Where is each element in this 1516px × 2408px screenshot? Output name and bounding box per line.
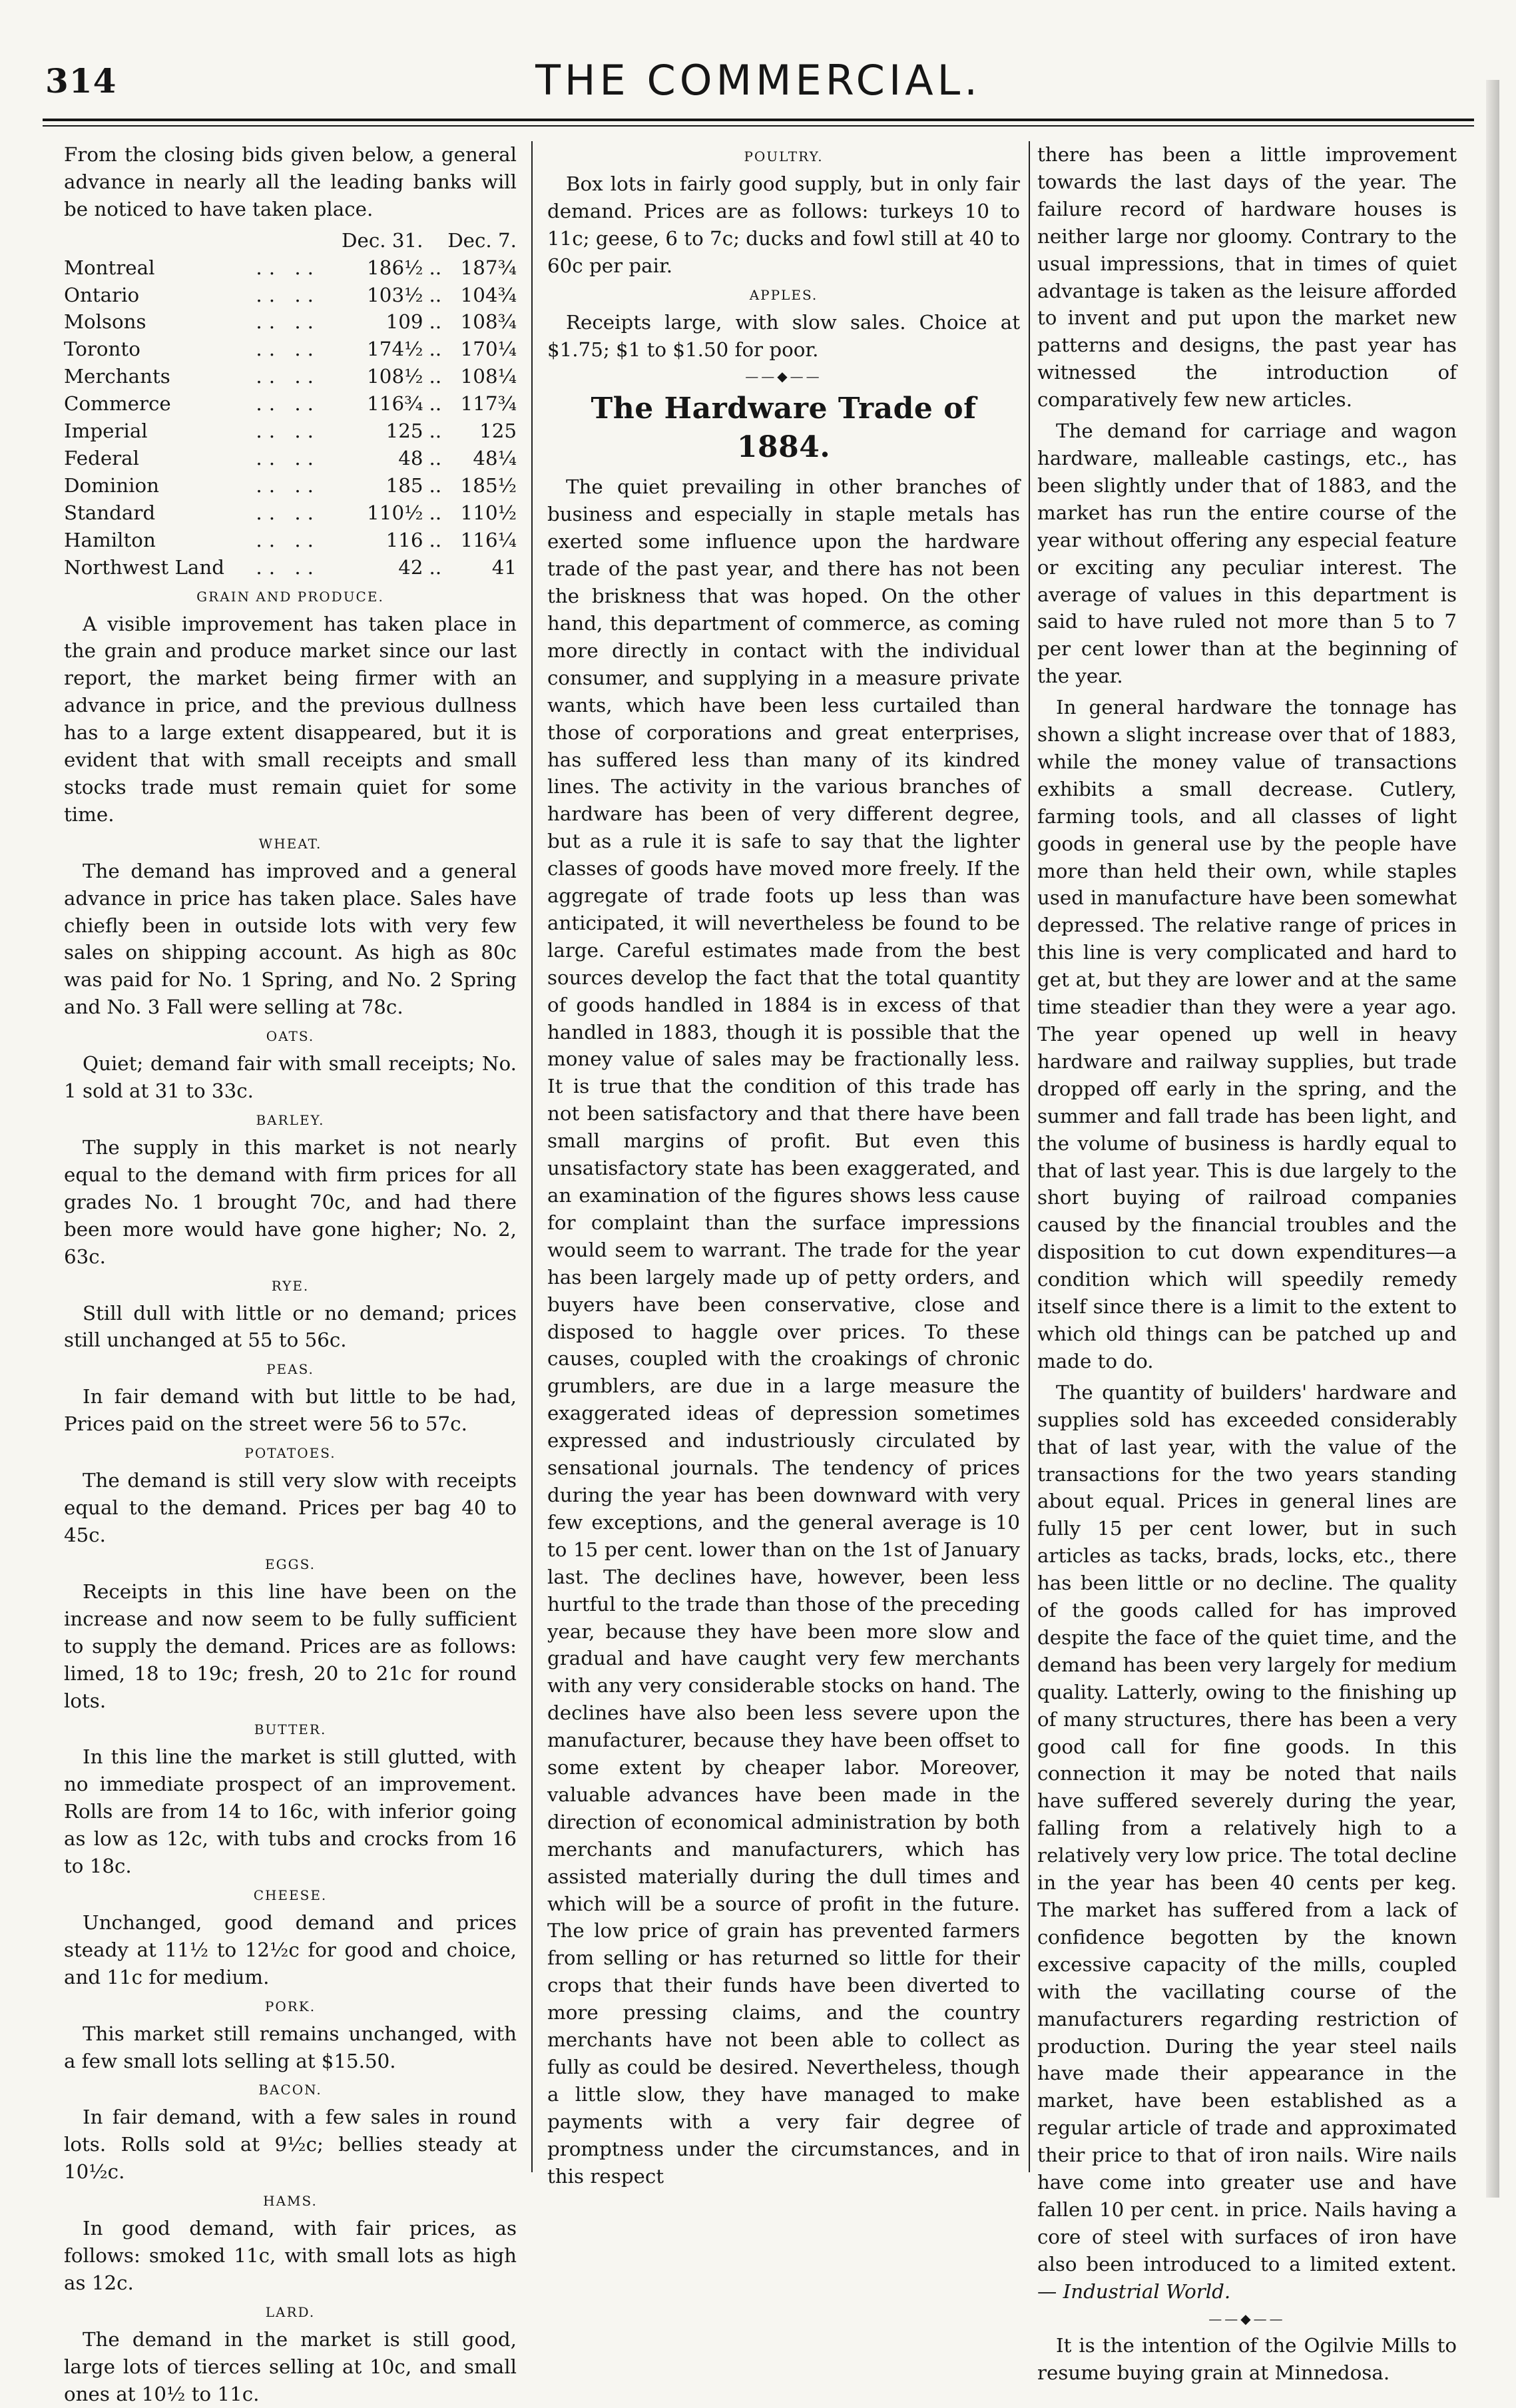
bacon-heading: BACON. [258, 2082, 322, 2098]
leader-dots: .. [429, 528, 442, 551]
article-title: The Hardware Trade of 1884. [591, 392, 977, 465]
cheese-heading: CHEESE. [253, 1887, 328, 1903]
stock-row [64, 499, 517, 527]
column-hardware-continued [1037, 141, 1457, 2384]
poultry-text: Box lots in fairly good supply, but in only fair demand. Prices are as follows: turkeys 10 to 11c; geese, 6 to 7c; ducks and fowl still at 40 to 60c per pair. [547, 172, 1020, 277]
butter-heading: BUTTER. [254, 1721, 327, 1738]
leader-dots: .. .. [256, 283, 320, 306]
leader-dots: .. .. [256, 528, 320, 551]
leader-dots: .. [429, 365, 442, 388]
leader-dots: .. [429, 310, 442, 334]
leader-dots: .. .. [256, 473, 320, 497]
leader-dots: .. [429, 392, 442, 416]
price-dec7: 108¾ [460, 310, 517, 334]
stock-table-header [64, 227, 517, 254]
stock-row [64, 254, 517, 282]
price-dec7: 125 [479, 420, 517, 443]
column-market-reports [64, 141, 517, 2405]
ogilvie-notice: It is the intention of the Ogilvie Mills to resume buying grain at Minnedosa. [1037, 2333, 1457, 2384]
leader-dots: .. [429, 446, 442, 469]
apples-text: Receipts large, with slow sales. Choice at $1.75; $1 to $1.50 for poor. [547, 310, 1020, 361]
lard-heading: LARD. [265, 2303, 316, 2320]
column-hardware-article [547, 141, 1020, 2188]
price-dec31: 109 [385, 310, 423, 334]
section-ornament: ——◆—— [745, 368, 822, 385]
potatoes-heading: POTATOES. [244, 1445, 336, 1462]
stock-row [64, 390, 517, 418]
leader-dots: .. [429, 473, 442, 497]
bank-name: Federal [64, 446, 139, 469]
price-dec7: 116¼ [460, 528, 517, 551]
pork-text: This market still remains unchanged, with a few small lots selling at $15.50. [64, 2022, 517, 2072]
bank-stock-table [64, 227, 517, 581]
stock-row [64, 363, 517, 390]
article-paragraph-4: In general hardware the tonnage has shown a slight increase over that of 1883, while the money value of transactions exhibits a small decrease. Cutlery, farming tools, and all classes of light goods in general use by the people have more than held their own, while staples used in manufacture have been somewhat depressed. The relative range of prices in this line is very complicated and hard to get at, but they are lower and at the same time steadier than they were a year ago. The year opened up well in heavy hardware and railway supplies, but trade dropped off early in the spring, and the summer and fall trade has been light, and the volume of business is hardly equal to that of last year. This is due largely to the short buying of railroad companies caused by the financial troubles and the disposition to cut down expenditures—a condition which will speedily remedy itself since there is a limit to the extent to which old things can be patched up and made to do. [1037, 696, 1457, 1372]
bank-name: Montreal [64, 256, 155, 279]
price-dec7: 185½ [460, 473, 517, 497]
bank-name: Commerce [64, 392, 171, 416]
price-dec7: 117¾ [460, 392, 517, 416]
bank-name: Toronto [64, 338, 140, 361]
stock-row [64, 308, 517, 336]
stock-row [64, 554, 517, 581]
stock-row [64, 418, 517, 445]
price-dec31: 108½ [367, 365, 423, 388]
bank-name: Northwest Land [64, 555, 224, 579]
leader-dots: .. [429, 256, 442, 279]
stock-row [64, 472, 517, 499]
price-dec31: 103½ [367, 283, 423, 306]
barley-heading: BARLEY. [256, 1112, 325, 1128]
cheese-text: Unchanged, good demand and prices steady at 11½ to 12½c for good and choice, and 11c for medium. [64, 1911, 517, 1988]
leader-dots: .. .. [256, 420, 320, 443]
page-number: 314 [45, 61, 117, 101]
leader-dots: .. .. [256, 256, 320, 279]
price-dec7: 108¼ [460, 365, 517, 388]
leader-dots: .. .. [256, 392, 320, 416]
price-dec31: 48 [398, 446, 423, 469]
peas-text: In fair demand with but little to be had, Prices paid on the street were 56 to 57c. [64, 1385, 517, 1436]
leader-dots: .. .. [256, 310, 320, 334]
header-dec7: Dec. 7. [447, 228, 517, 252]
grain-heading: GRAIN AND PRODUCE. [196, 588, 384, 605]
price-dec31: 110½ [367, 501, 423, 524]
leader-dots: .. .. [256, 555, 320, 579]
column-divider-1 [531, 141, 533, 2172]
oats-heading: OATS. [266, 1028, 315, 1045]
leader-dots: .. [429, 283, 442, 306]
eggs-text: Receipts in this line have been on the increase and now seem to be fully sufficient to supply the demand. Prices are as follows: limed, 18 to 19c; fresh, 20 to 21c for round lots. [64, 1580, 517, 1712]
bank-name: Dominion [64, 473, 160, 497]
stock-row [64, 527, 517, 554]
apples-heading: APPLES. [749, 286, 818, 303]
column-divider-2 [1029, 141, 1030, 2172]
peas-heading: PEAS. [266, 1361, 314, 1378]
rye-text: Still dull with little or no demand; prices still unchanged at 55 to 56c. [64, 1301, 517, 1352]
leader-dots: .. .. [256, 501, 320, 524]
price-dec7: 187¾ [460, 256, 517, 279]
bank-name: Hamilton [64, 528, 156, 551]
article-source: Industrial World. [1063, 2279, 1231, 2303]
header-dec31: Dec. 31. [342, 228, 423, 252]
oats-text: Quiet; demand fair with small receipts; No. 1 sold at 31 to 33c. [64, 1052, 517, 1103]
price-dec31: 125 [385, 420, 423, 443]
poultry-heading: POULTRY. [744, 149, 824, 164]
bank-name: Standard [64, 501, 156, 524]
hams-text: In good demand, with fair prices, as follows: smoked 11c, with small lots as high as 12c. [64, 2217, 517, 2294]
leader-dots: .. [429, 338, 442, 361]
potatoes-text: The demand is still very slow with receipts equal to the demand. Prices per bag 40 to 45c. [64, 1469, 517, 1546]
bank-name: Merchants [64, 365, 170, 388]
bank-name: Molsons [64, 310, 146, 334]
barley-text: The supply in this market is not nearly equal to the demand with firm prices for all grades No. 1 brought 70c, and had there been more would have gone higher; No. 2, 63c. [64, 1136, 517, 1268]
lard-text: The demand in the market is still good, large lots of tierces selling at 10c, and small ones at 10½ to 11c. [64, 2327, 517, 2405]
bank-name: Ontario [64, 283, 140, 306]
page-edge-shadow [1486, 80, 1499, 2198]
price-dec7: 170¼ [460, 338, 517, 361]
price-dec31: 116 [385, 528, 423, 551]
header-rule-thin [43, 125, 1474, 127]
price-dec7: 104¾ [460, 283, 517, 306]
bacon-text: In fair demand, with a few sales in round lots. Rolls sold at 9½c; bellies steady at 10½c. [64, 2106, 517, 2184]
wheat-heading: WHEAT. [258, 835, 322, 852]
article-paragraph-5-text: The quantity of builders' hardware and supplies sold has exceeded considerably that of last year, with the value of the transactions for the two years standing about equal. Prices in general lines are fully 15 per cent lower, but in such articles as tacks, brads, locks, etc., there has been little or no decline. The quality of the goods called for has improved despite the face of the quiet time, and the demand has been very largely for medium quality. Latterly, owing to the finishing up of many structures, there has been a very good call for fine goods. In this connection it may be noted that nails have suffered severely during the year, falling from a relatively high to a relatively very low price. The total decline in the year has been 40 cents per keg. The market has suffered from a lack of confidence begotten by the known excessive capacity of the mills, coupled with the vacillating course of the manufacturers regarding restriction of production. During the year steel nails have made their appearance in the market, have been established as a regular article of trade and approximated their price to that of iron nails. Wire nails have come into greater use and have fallen 10 per cent. in price. Nails having a core of steel with surfaces of iron have also been introduced to a limited extent.— [1037, 1380, 1457, 2303]
header-rule-thick [43, 119, 1474, 121]
bank-intro: From the closing bids given below, a general advance in nearly all the leading banks will be noticed to have taken place. [64, 143, 517, 220]
bank-name: Imperial [64, 420, 148, 443]
leader-dots: .. [429, 555, 442, 579]
price-dec31: 185 [385, 473, 423, 497]
price-dec7: 110½ [460, 501, 517, 524]
pork-heading: PORK. [264, 1998, 316, 2014]
page-header [43, 56, 1474, 113]
leader-dots: .. .. [256, 446, 320, 469]
rye-heading: RYE. [271, 1277, 310, 1294]
article-paragraph-2: there has been a little improvement towards the last days of the year. The failure record of hardware houses is neither large nor gloomy. Contrary to the usual impressions, that in times of quiet advantage is taken as the leisure afforded to invent and put upon the market new patterns and designs, the past year has witnessed the introduction of comparatively few new articles. [1037, 143, 1457, 412]
price-dec7: 41 [491, 555, 517, 579]
article-paragraph-3: The demand for carriage and wagon hardware, malleable castings, etc., has been slightly under that of 1883, and the market has run the entire course of the year without offering any especial feature or exciting any peculiar interest. The average of values in this department is said to have ruled not more than 5 to 7 per cent lower than at the beginning of the year. [1037, 420, 1457, 688]
price-dec31: 174½ [367, 338, 423, 361]
price-dec7: 48¼ [473, 446, 517, 469]
article-paragraph-5 [1037, 1379, 1457, 2305]
eggs-heading: EGGS. [265, 1556, 316, 1572]
price-dec31: 116¾ [367, 392, 423, 416]
butter-text: In this line the market is still glutted, with no immediate prospect of an improvement. Rolls are from 14 to 16c, with inferior going as low as 12c, with tubs and crocks from 16 to 18c. [64, 1745, 517, 1878]
leader-dots: .. [429, 501, 442, 524]
leader-dots: .. .. [256, 338, 320, 361]
stock-row [64, 445, 517, 472]
price-dec31: 186½ [367, 256, 423, 279]
wheat-text: The demand has improved and a general advance in price has taken place. Sales have chiefly been in outside lots with very few sales on shipping account. As high as 80c was paid for No. 1 Spring, and No. 2 Spring and No. 3 Fall were selling at 78c. [64, 859, 517, 1019]
grain-text: A visible improvement has taken place in the grain and produce market since our last report, the market being firmer with an advance in price, and the previous dullness has to a large extent disappeared, but it is evident that with small receipts and small stocks trade must remain quiet for some time. [64, 612, 517, 826]
section-ornament-2: ——◆—— [1208, 2310, 1286, 2327]
leader-dots: .. [429, 420, 442, 443]
stock-row [64, 282, 517, 309]
stock-row [64, 336, 517, 363]
leader-dots: .. .. [256, 365, 320, 388]
article-paragraph-1: The quiet prevailing in other branches of business and especially in staple metals has exerted some influence upon the hardware trade of the past year, and there has not been the briskness that was hoped. On the other hand, this department of commerce, as coming more directly in contact with the individual consumer, and supplying in a measure private wants, which have been less curtailed than those of corporations and great enterprises, has suffered less than many of its kindred lines. The activity in the various branches of hardware has been of very different degree, but as a rule it is safe to say that the lighter classes of goods have moved more freely. If the aggregate of trade foots up less than was anticipated, it will nevertheless be found to be large. Careful estimates made from the best sources develop the fact that the total quantity of goods handled in 1884 is in excess of that handled in 1883, though it is possible that the money value of sales may be fractionally less. It is true that the condition of this trade has not been satisfactory and that there have been small margins of profit. But even this unsatisfactory state has been exaggerated, and an examination of the figures shows less cause for complaint than the surface impressions would seem to warrant. The trade for the year has been largely made up of petty orders, and buyers have been conservative, close and disposed to haggle over prices. To these causes, coupled with the croakings of chronic grumblers, are due in a large measure the exaggerated ideas of depression sometimes expressed and industriously circulated by sensational journals. The tendency of prices during the year has been downward with very few exceptions, and the general average is 10 to 15 per cent. lower than on the 1st of January last. The declines have, however, been less hurtful to the trade than those of the preceding year, because they have been more slow and gradual and have caught very few merchants with any very considerable stocks on hand. The declines have also been less severe upon the manufacturer, because they have been offset to some extent by cheaper labor. Moreover, valuable advances have been made in the direction of economical administration by both merchants and manufacturers, which has assisted materially during the dull times and which will be a source of profit in the future. The low price of grain has prevented farmers from selling or has returned so little for their crops that their funds have been diverted to more pressing claims, and the country merchants have not been able to collect as fully as could be desired. Nevertheless, though a little slow, they have managed to make payments with a very fair degree of promptness under the circumstances, and in this respect [547, 475, 1020, 2188]
price-dec31: 42 [398, 555, 423, 579]
hams-heading: HAMS. [263, 2193, 318, 2210]
masthead-title: THE COMMERCIAL. [535, 56, 981, 105]
